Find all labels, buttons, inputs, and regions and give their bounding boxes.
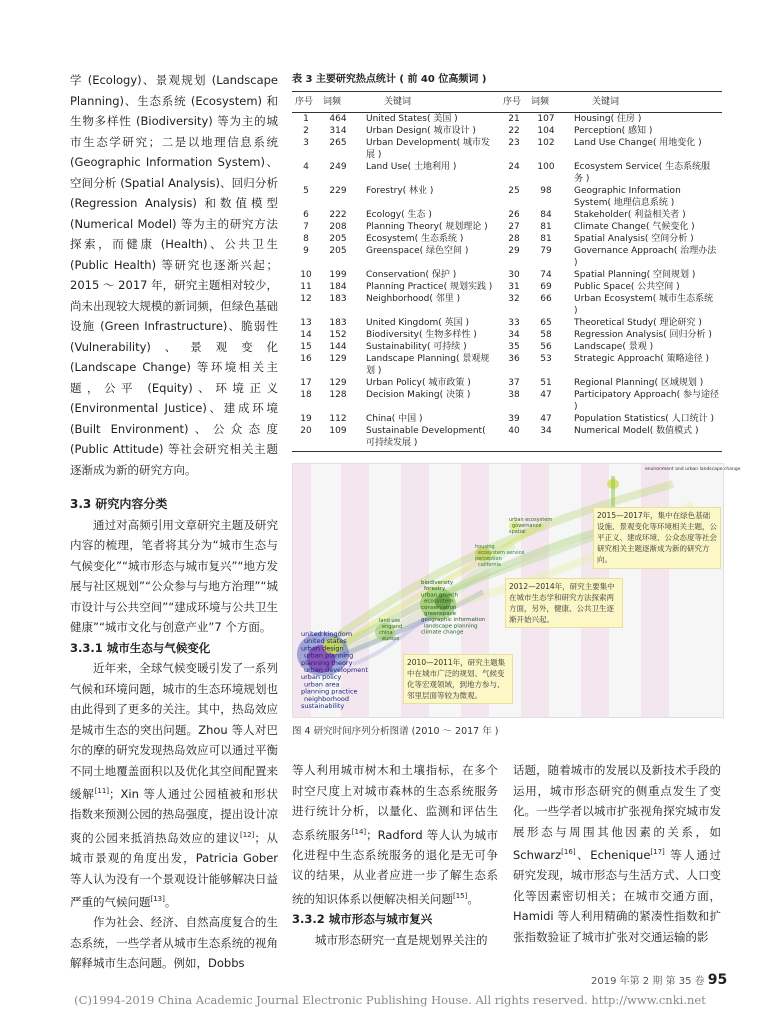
row-frequency: 144: [329, 342, 347, 352]
row-frequency: 208: [329, 222, 347, 232]
subsection-heading-3-3-1: 3.3.1 城市生态与气候变化: [70, 640, 211, 655]
citation-13: [13]: [150, 895, 165, 904]
row-frequency: 112: [329, 414, 347, 424]
row-frequency: 107: [537, 114, 555, 124]
row-keyword: Ecology( 生态 ): [366, 210, 432, 220]
row-frequency: 183: [329, 318, 347, 328]
row-frequency: 51: [540, 378, 552, 388]
table-row: [292, 377, 722, 389]
figure-caption: 图 4 研究时间序列分析图谱 (2010 ～ 2017 年 ): [292, 726, 499, 737]
table-row: [292, 221, 722, 233]
keyword-node-label: urban policy: [301, 673, 342, 682]
row-frequency: 81: [540, 234, 552, 244]
row-frequency: 183: [329, 294, 347, 304]
middle-paragraph-1: 等人利用城市树木和土壤指标，在多个时空尺度上对城市森林的生态系统服务进行统计分析，以量化、监测和评估生态系统服务[14]；Radford 等人认为城市化进程中生态系统服务的退化是无可争议的结果，从业者应进一步了解生态系统的知识体系以便解决相关问题[15]。: [292, 763, 499, 906]
table-row: [292, 269, 722, 281]
table-row: [292, 185, 722, 209]
table-row: [292, 113, 722, 126]
top-right-label: environment and urban landscape change: [645, 467, 741, 472]
keyword-node-label: california: [478, 562, 502, 568]
row-keyword: Climate Change( 气候变化 ): [574, 222, 695, 232]
row-keyword: Urban Ecosystem( 城市生态系统 ): [574, 294, 714, 316]
row-frequency: 98: [540, 186, 552, 196]
figure-4-timeline-map: [292, 463, 741, 718]
row-index: 15: [300, 342, 312, 352]
keyword-node-label: planning practice: [301, 687, 358, 696]
row-frequency: 205: [329, 246, 347, 256]
left-paragraph-2: 通过对高频引用文章研究主题及研究内容的梳理，笔者将其分为“城市生态与气候变化”“城市形态与城市复兴”“地方发展与社区规划”“公众参与与地方治理”“城市设计与公共空间”“建成环境与公共卫生健康”“城市文化与创意产业”7 个方面。: [70, 517, 278, 634]
row-index: 30: [508, 270, 520, 280]
row-index: 33: [508, 318, 520, 328]
table-3: [292, 70, 722, 452]
left-paragraph-1: 学 (Ecology)、景观规划 (Landscape Planning)、生态系统 (Ecosystem) 和生物多样性 (Biodiversity) 等为主的城市生态学研究；二是以地理信息系统 (Geographic Information System)、空间分析 (Spatial Analysis)、回归分析 (Regression Analysis) 和数值模型 (Numerical Model) 等为主的研究方法探索，而健康 (Health)、公共卫生 (Public Health) 等研究也逐渐兴起；2015 ～ 2017 年，研究主题相对较少，尚未出现较大规模的新词频，但绿色基础设施 (Green Infrastructure)、脆弱性 (Vulnerability)、景观变化 (Landscape Change) 等环境相关主题，公平 (Equity)、环境正义 (Environmental Justice)、建成环境 (Built Environment)、公众态度 (Public Attitude) 等社会研究相关主题逐渐成为新的研究方向。: [70, 73, 278, 477]
row-frequency: 84: [540, 210, 552, 220]
keyword-node-label: europe: [382, 636, 400, 642]
header-index: 序号: [500, 92, 528, 113]
keyword-node-label: urban development: [304, 666, 368, 674]
keyword-node-label: urban area: [304, 680, 340, 689]
row-keyword: United Kingdom( 英国 ): [366, 318, 469, 328]
keyword-node-label: spatial: [509, 529, 526, 535]
citation-17: [17]: [650, 848, 665, 856]
row-index: 10: [300, 270, 312, 280]
row-keyword: Greenspace( 绿色空间 ): [366, 246, 469, 256]
row-keyword: Land Use Change( 用地变化 ): [574, 138, 702, 148]
row-index: 19: [300, 414, 312, 424]
left-paragraph-4: 作为社会、经济、自然高度复合的生态系统，一些学者从城市生态系统的视角解释城市生态问题。例如，Dobbs: [70, 915, 278, 971]
row-keyword: China( 中国 ): [366, 414, 423, 424]
row-index: 32: [508, 294, 520, 304]
row-frequency: 100: [537, 162, 555, 172]
row-index: 14: [300, 330, 312, 340]
keyword-node-label: neighborhood: [304, 694, 350, 703]
row-index: 11: [300, 282, 312, 292]
row-keyword: Sustainability( 可持续 ): [366, 342, 467, 352]
left-paragraph-3: 近年来，全球气候变暖引发了一系列气候和环境问题，城市的生态环境规划也由此得到了更多的关注。其中，热岛效应是城市生态的突出问题。Zhou 等人对巴尔的摩的研究发现热岛效应可以通过平衡不同土地覆盖面积以及优化其空间配置来缓解[11]；Xin 等人通过公园植被和形状指数来预测公园的热岛强度，提出设计凉爽的公园来抵消热岛效应的建议[12]；从城市景观的角度出发，Patricia Gober 等人认为没有一个景观设计能够解决日益严重的气候问题[13]。: [70, 661, 279, 909]
row-frequency: 129: [329, 354, 347, 364]
row-frequency: 79: [540, 246, 552, 256]
citation-11: [11]: [94, 787, 110, 795]
keyword-node-label: sustainability: [301, 702, 345, 710]
header-frequency: 词频: [528, 92, 564, 113]
keyword-table: [292, 91, 722, 452]
keyword-node-label: united states: [304, 637, 347, 646]
row-keyword: Geographic Information System( 地理信息系统 ): [574, 186, 681, 208]
row-keyword: Conservation( 保护 ): [366, 270, 457, 280]
table-row: [292, 293, 722, 317]
header-keyword: 关键词: [564, 92, 722, 113]
table-row: [292, 413, 722, 425]
keyword-node-label: forestry: [424, 586, 446, 593]
table-row: [292, 281, 722, 293]
row-frequency: 109: [320, 425, 356, 452]
row-index: 26: [508, 210, 520, 220]
row-index: 3: [303, 138, 309, 148]
row-keyword: Planning Practice( 规划实践 ): [366, 282, 493, 292]
middle-paragraph-2: 城市形态研究一直是规划界关注的: [315, 932, 488, 947]
row-frequency: 65: [540, 318, 552, 328]
row-index: 16: [300, 354, 312, 364]
row-frequency: 205: [329, 234, 347, 244]
keyword-node-label: greenspace: [424, 611, 457, 617]
row-index: 34: [508, 330, 520, 340]
row-keyword: Participatory Approach( 参与途径 ): [574, 390, 719, 412]
table-row: [292, 353, 722, 377]
keyword-node-label: landscape planning: [424, 623, 478, 630]
table-row: [292, 317, 722, 329]
row-keyword: Stakeholder( 利益相关者 ): [574, 210, 686, 220]
row-keyword: Ecosystem Service( 生态系统服务 ): [574, 162, 711, 184]
row-index: 36: [508, 354, 520, 364]
header-frequency: 词频: [320, 92, 356, 113]
row-index: 25: [508, 186, 520, 196]
keyword-node-label: conservation: [421, 604, 457, 611]
keyword-node-label: geographic information: [421, 617, 486, 624]
row-keyword: Regional Planning( 区域规划 ): [574, 378, 704, 388]
keyword-node-label: biodiversity: [421, 580, 454, 586]
row-frequency: 66: [540, 294, 552, 304]
row-keyword: Perception( 感知 ): [574, 126, 653, 136]
row-index: 23: [508, 138, 520, 148]
table-row: [292, 161, 722, 185]
row-frequency: 129: [329, 378, 347, 388]
row-frequency: 464: [329, 114, 347, 124]
page-number: 95: [707, 972, 728, 988]
annotation-box-2015-2017: 2015—2017年，集中在绿色基础设施、景观变化等环境相关主题，公平正义、建成环境、公众态度等社会研究相关主题逐渐成为新的研究方向。: [593, 507, 721, 569]
row-keyword: Theoretical Study( 理论研究 ): [574, 318, 702, 328]
right-column: [513, 760, 721, 947]
row-index: 18: [300, 390, 312, 400]
row-keyword: Regression Analysis( 回归分析 ): [574, 330, 712, 340]
keyword-node-label: perception: [475, 556, 502, 562]
row-keyword: Numerical Model( 数值模式 ): [564, 425, 722, 452]
row-frequency: 58: [540, 330, 552, 340]
row-index: 1: [303, 114, 309, 124]
row-frequency: 47: [540, 390, 552, 400]
row-frequency: 152: [329, 330, 347, 340]
row-frequency: 265: [329, 138, 347, 148]
row-index: 7: [303, 222, 309, 232]
keyword-node-label: planning theory: [301, 658, 353, 667]
page-footer: [591, 972, 727, 988]
row-index: 6: [303, 210, 309, 220]
row-index: 37: [508, 378, 520, 388]
row-keyword: Spatial Analysis( 空间分析 ): [574, 234, 694, 244]
row-index: 8: [303, 234, 309, 244]
row-frequency: 69: [540, 282, 552, 292]
row-keyword: Urban Development( 城市发展 ): [366, 138, 491, 160]
table-row: [292, 329, 722, 341]
keyword-node-label: england: [382, 624, 403, 630]
row-keyword: Spatial Planning( 空间规划 ): [574, 270, 696, 280]
row-frequency: 34: [528, 425, 564, 452]
row-index: 31: [508, 282, 520, 292]
table-row: [292, 425, 722, 452]
subsection-heading-3-3-2: 3.3.2 城市形态与城市复兴: [292, 912, 433, 927]
row-index: 20: [292, 425, 320, 452]
row-keyword: Neighborhood( 邻里 ): [366, 294, 461, 304]
table-header-row: [292, 92, 722, 113]
row-index: 24: [508, 162, 520, 172]
row-index: 40: [500, 425, 528, 452]
header-keyword: 关键词: [356, 92, 500, 113]
table-caption: 表 3 主要研究热点统计 ( 前 40 位高频词 ): [292, 74, 487, 85]
table-row: [292, 341, 722, 353]
table-body: [292, 113, 722, 452]
row-keyword: Decision Making( 决策 ): [366, 390, 471, 400]
row-index: 4: [303, 162, 309, 172]
annotation-box-2010-2011: 2010—2011年，研究主题集中在城市广泛的规划、气候变化等宏观领域，到地方参与、邻里层面等较为微观。: [403, 654, 513, 704]
keyword-node-label: land use: [379, 618, 401, 624]
table-row: [292, 209, 722, 221]
row-frequency: 102: [537, 138, 555, 148]
row-keyword: Urban Policy( 城市政策 ): [366, 378, 471, 388]
row-keyword: Biodiversity( 生物多样性 ): [366, 330, 477, 340]
keyword-node-label: china: [379, 630, 393, 636]
row-keyword: United States( 美国 ): [366, 114, 458, 124]
row-index: 35: [508, 342, 520, 352]
row-keyword: Housing( 住房 ): [574, 114, 642, 124]
row-frequency: 314: [329, 126, 347, 136]
keyword-node-label: ecosystem: [424, 598, 454, 605]
row-frequency: 249: [329, 162, 347, 172]
row-keyword: Landscape( 景观 ): [574, 342, 654, 352]
row-keyword: Urban Design( 城市设计 ): [366, 126, 476, 136]
row-keyword: Ecosystem( 生态系统 ): [366, 234, 464, 244]
row-keyword: Landscape Planning( 景观规划 ): [366, 354, 490, 376]
keyword-node-label: ecosystem service: [478, 550, 525, 556]
row-frequency: 104: [537, 126, 555, 136]
row-index: 22: [508, 126, 520, 136]
row-index: 27: [508, 222, 520, 232]
annotation-box-2012-2014: 2012—2014年，研究主要集中在城市生态学和研究方法探索两方面，另外，健康、公共卫生逐渐开始兴起。: [505, 578, 623, 628]
citation-12: [12]: [239, 830, 255, 839]
keyword-node-label: climate change: [421, 629, 464, 636]
row-frequency: 184: [329, 282, 347, 292]
citation-16: [16]: [561, 848, 576, 856]
row-frequency: 222: [329, 210, 347, 220]
citation-14: [14]: [351, 827, 367, 836]
keyword-node-label: united kingdom: [301, 630, 353, 638]
row-index: 2: [303, 126, 309, 136]
row-frequency: 199: [329, 270, 347, 280]
keyword-node-label: urban planning: [304, 651, 354, 660]
row-frequency: 229: [329, 186, 347, 196]
row-index: 13: [300, 318, 312, 328]
row-index: 12: [300, 294, 312, 304]
row-index: 28: [508, 234, 520, 244]
keyword-node-label: governance: [512, 523, 542, 529]
row-index: 21: [508, 114, 520, 124]
row-keyword: Strategic Approach( 策略途径 ): [574, 354, 710, 364]
table-row: [292, 389, 722, 413]
row-index: 5: [303, 186, 309, 196]
section-heading-3-3: 3.3 研究内容分类: [70, 497, 168, 511]
row-frequency: 53: [540, 354, 552, 364]
row-frequency: 81: [540, 222, 552, 232]
row-keyword: Sustainable Development( 可持续发展 ): [356, 425, 500, 452]
keyword-node-label: urban ecosystem: [509, 517, 553, 523]
table-row: [292, 125, 722, 137]
row-index: 39: [508, 414, 520, 424]
row-keyword: Population Statistics( 人口统计 ): [574, 414, 715, 424]
row-frequency: 128: [329, 390, 347, 400]
left-column: [70, 70, 278, 974]
row-keyword: Planning Theory( 规划理论 ): [366, 222, 488, 232]
row-index: 17: [300, 378, 312, 388]
row-frequency: 56: [540, 342, 552, 352]
header-index: 序号: [292, 92, 320, 113]
row-index: 29: [508, 246, 520, 256]
table-row: [292, 137, 722, 161]
row-index: 9: [303, 246, 309, 256]
keyword-node-label: housing: [475, 544, 495, 550]
row-keyword: Forestry( 林业 ): [366, 186, 434, 196]
middle-column: [292, 760, 498, 950]
row-index: 38: [508, 390, 520, 400]
citation-15: [15]: [453, 891, 468, 900]
row-keyword: Public Space( 公共空间 ): [574, 282, 680, 292]
table-row: [292, 233, 722, 245]
right-paragraph-1: 话题，随着城市的发展以及新技术手段的运用，城市形态研究的侧重点发生了变化。一些学者以城市扩张视角探究城市发展形态与周围其他因素的关系，如 Schwarz[16]、Echenique[17] 等人通过研究发现，城市形态与生活方式、人口变化等因素密切相关；在城市交通方面，Hamidi 等人利用精确的紧凑性指数和扩张指数验证了城市扩张对交通运输的影: [513, 763, 721, 944]
copyright-notice: (C)1994-2019 China Academic Journal Electronic Publishing House. All rights reserved. http://www.cnki.net: [74, 993, 706, 1007]
row-frequency: 47: [540, 414, 552, 424]
keyword-node-label: urban design: [301, 644, 344, 653]
table-row: [292, 245, 722, 269]
row-keyword: Land Use( 土地利用 ): [366, 162, 457, 172]
row-keyword: Governance Approach( 治理办法 ): [574, 246, 717, 268]
keyword-node-label: urban growth: [421, 592, 458, 599]
issue-info: 2019 年第 2 期 第 35 卷: [591, 976, 705, 987]
row-frequency: 74: [540, 270, 552, 280]
